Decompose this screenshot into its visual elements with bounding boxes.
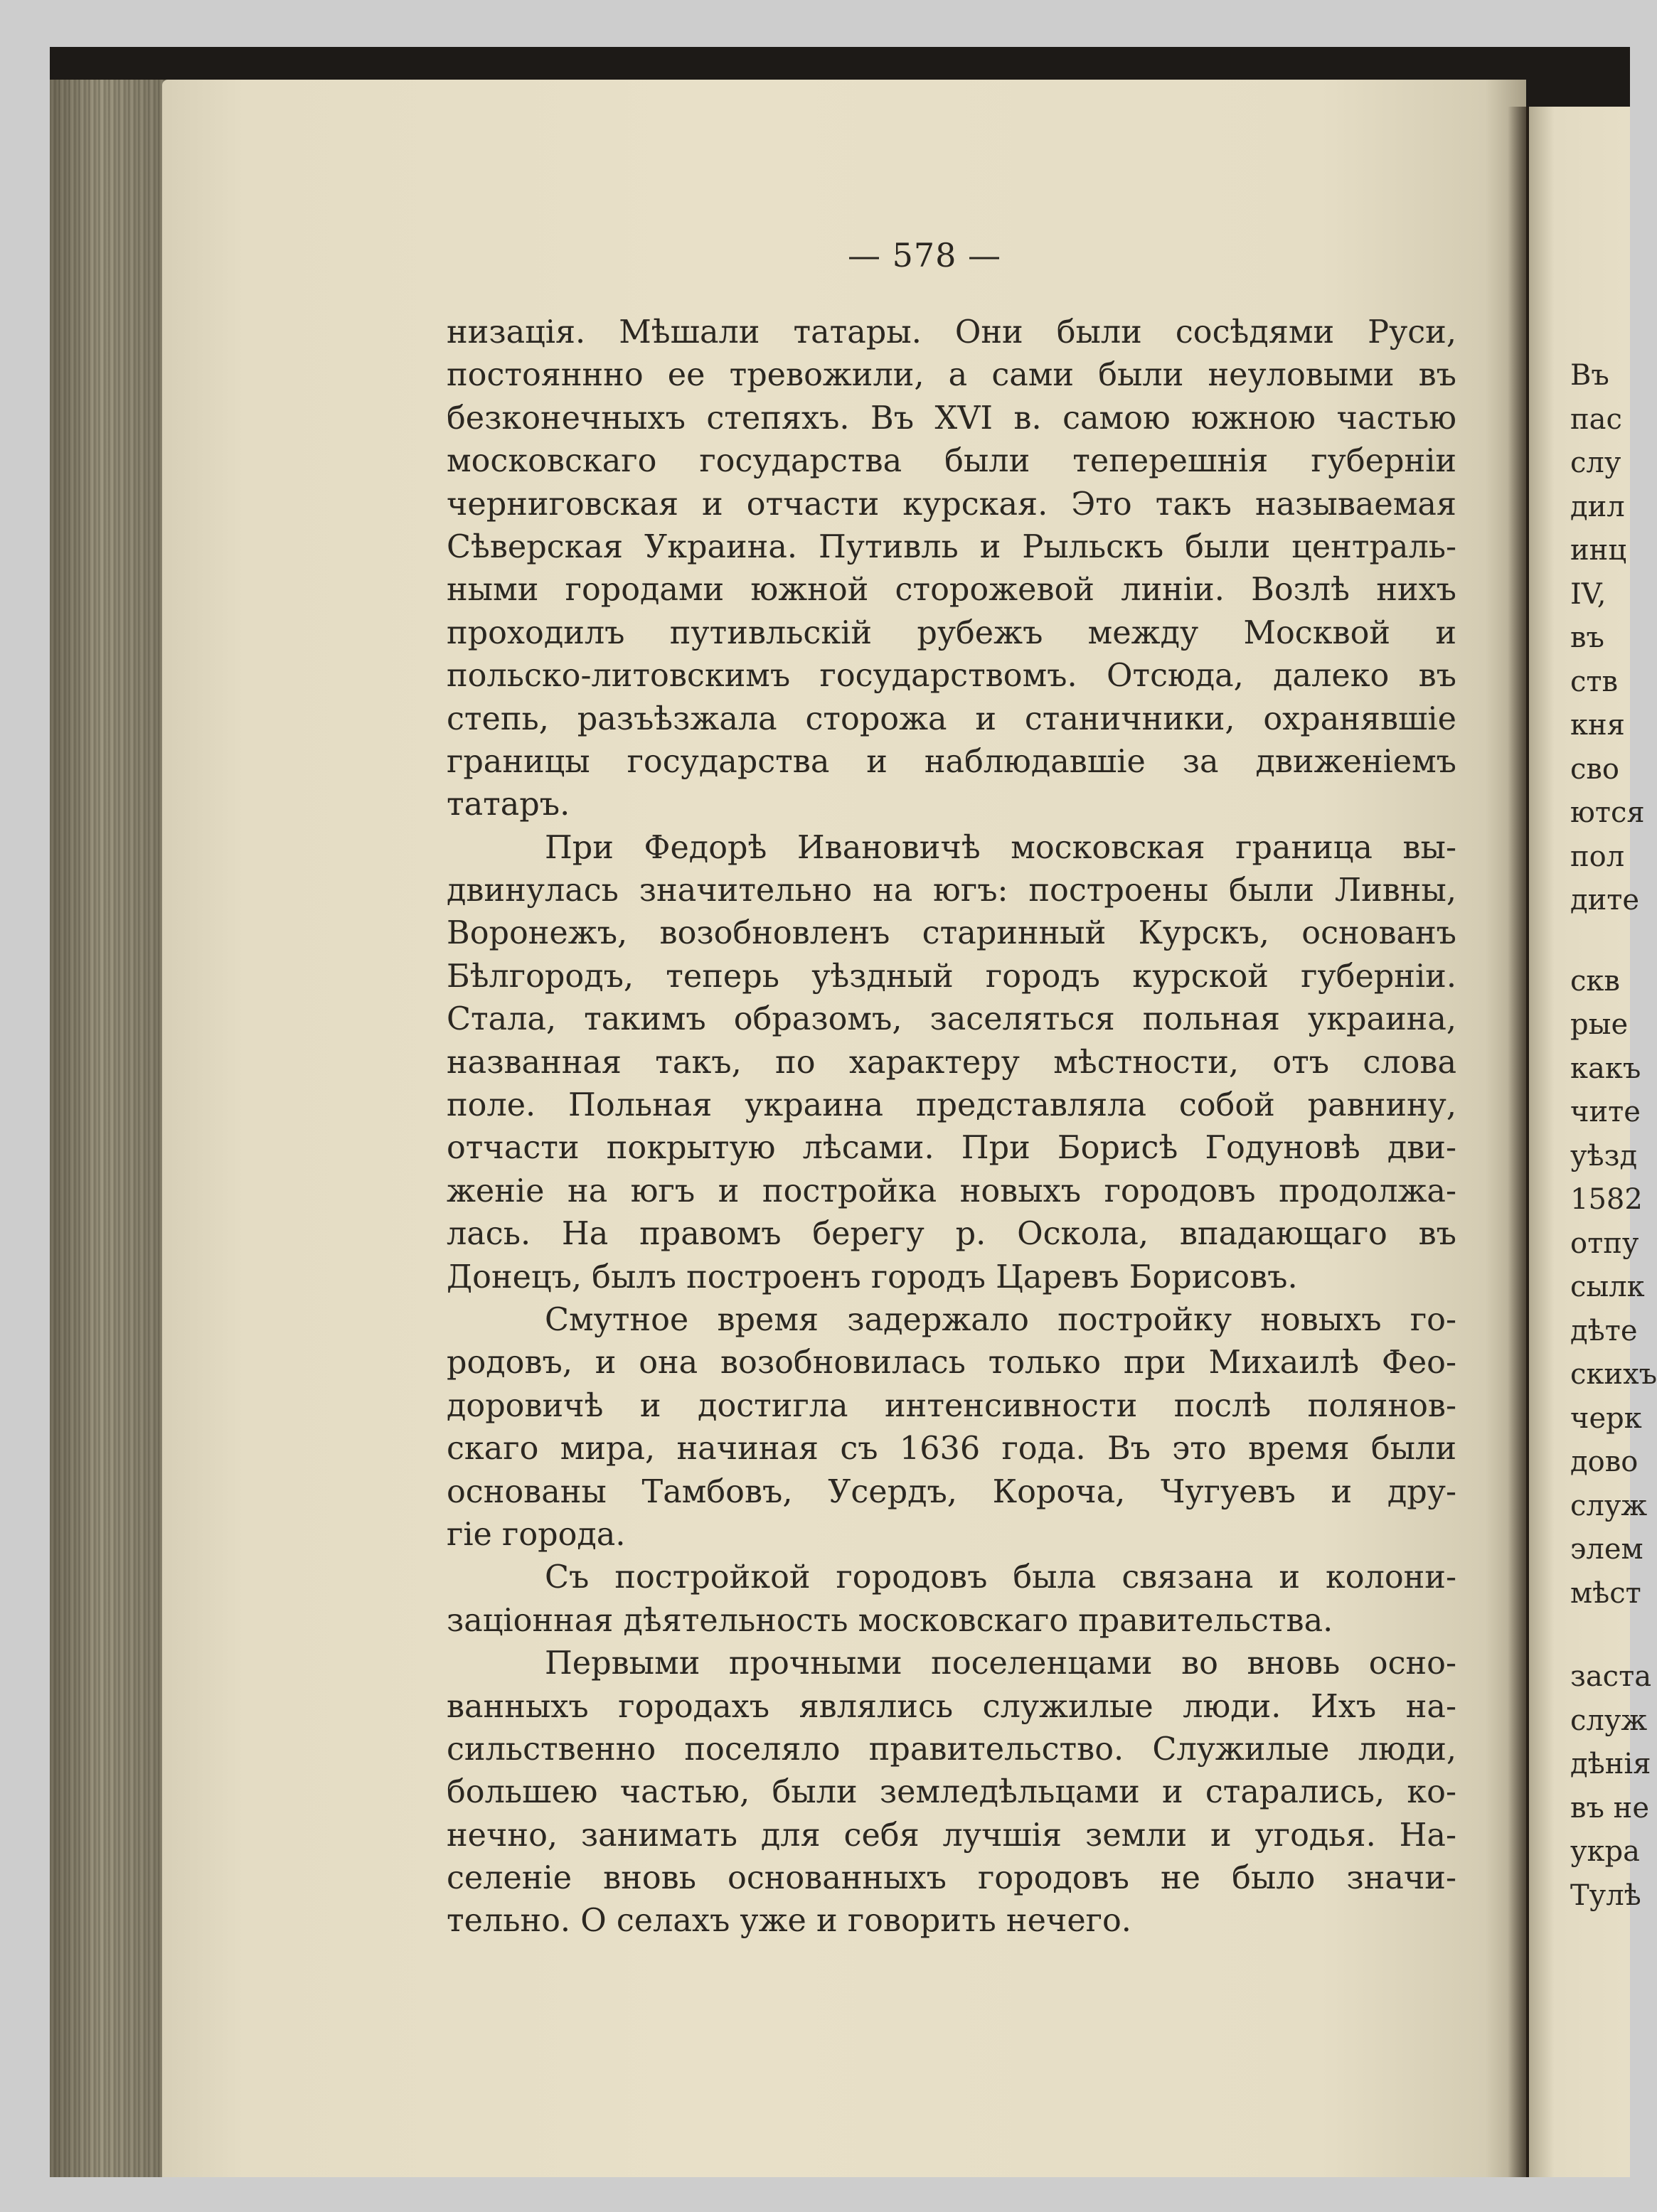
- facing-text-line: IV,: [1570, 577, 1607, 611]
- text-line: отчасти покрытую лѣсами. При Борисѣ Годуновѣ дви-: [447, 1130, 1456, 1167]
- facing-text-line: кня: [1570, 709, 1625, 742]
- text-line: проходилъ путивльскiй рубежъ между Москвой и: [447, 614, 1456, 651]
- paragraph-gap: [1570, 923, 1634, 960]
- text-line: скаго мира, начиная съ 1636 года. Въ это время были: [447, 1431, 1456, 1468]
- facing-text-line: пас: [1570, 402, 1622, 436]
- facing-text-line: пол: [1570, 840, 1625, 873]
- facing-text-line: въ: [1570, 621, 1604, 654]
- text-line: ными городами южной сторожевой линiи. Возлѣ нихъ: [447, 572, 1456, 609]
- facing-text-line: заста: [1570, 1660, 1652, 1693]
- facing-text-line: укра: [1570, 1835, 1640, 1868]
- text-line: женiе на югъ и постройка новыхъ городовъ продолжа-: [447, 1172, 1456, 1209]
- facing-text-line: сылк: [1570, 1271, 1645, 1303]
- facing-text-line: отпу: [1570, 1227, 1639, 1260]
- text-line: безконечныхъ степяхъ. Въ XVI в. самою южною частью: [447, 400, 1456, 437]
- facing-text-line: Тулѣ: [1570, 1879, 1641, 1912]
- facing-page-text: [1570, 354, 1657, 1918]
- text-line: низацiя. Мѣшали татары. Они были сосѣдями Руси,: [447, 314, 1456, 351]
- facing-text-line: чите: [1570, 1096, 1641, 1128]
- facing-text-line: рые: [1570, 1008, 1629, 1041]
- facing-text-line: служ: [1570, 1704, 1648, 1737]
- facing-text-line: какъ: [1570, 1052, 1641, 1085]
- facing-text-line: черк: [1570, 1401, 1642, 1435]
- text-line: границы государства и наблюдавшiе за движенiемъ: [447, 743, 1456, 780]
- facing-text-line: инц: [1570, 534, 1627, 567]
- facing-text-line: сво: [1570, 752, 1620, 786]
- text-line: Съ постройкой городовъ была связана и колони-: [545, 1559, 1456, 1596]
- facing-text-line: ств: [1570, 665, 1619, 698]
- page-number: — 578 —: [847, 236, 1002, 274]
- facing-text-line: дѣнiя: [1570, 1748, 1651, 1780]
- text-line: гiе города.: [447, 1516, 626, 1553]
- facing-text-line: уѣзд: [1570, 1139, 1638, 1172]
- paragraph-gap: [1570, 1615, 1634, 1655]
- text-line: двинулась значительно на югъ: построены были Ливны,: [447, 872, 1456, 909]
- text-line: Воронежъ, возобновленъ старинный Курскъ, основанъ: [447, 915, 1456, 952]
- text-line: татаръ.: [447, 786, 570, 823]
- text-line: названная такъ, по характеру мѣстности, отъ слова: [447, 1044, 1456, 1081]
- text-line: московскаго государства были теперешнiя губернiи: [447, 443, 1456, 480]
- facing-text-line: дово: [1570, 1446, 1639, 1478]
- facing-text-line: мѣст: [1570, 1576, 1641, 1610]
- text-line: Бѣлгородъ, теперь уѣздный городъ курской губернiи.: [447, 958, 1456, 995]
- text-line: родовъ, и она возобновилась только при Михаилѣ Фео-: [447, 1345, 1456, 1382]
- text-line: постояннно ее тревожили, а сами были неуловыми въ: [447, 357, 1456, 394]
- facing-text-line: дѣте: [1570, 1314, 1638, 1347]
- text-line: польско-литовскимъ государствомъ. Отсюда, далеко въ: [447, 658, 1456, 695]
- page-body-text: [447, 311, 1456, 1943]
- text-line: Первыми прочными поселенцами во вновь осно-: [545, 1645, 1456, 1682]
- text-line: зацiонная дѣятельность московскаго правительства.: [447, 1602, 1333, 1639]
- text-line: основаны Тамбовъ, Усердъ, Короча, Чугуевъ и дру-: [447, 1473, 1456, 1510]
- facing-text-line: Въ: [1570, 359, 1609, 392]
- text-line: доровичѣ и достигла интенсивности послѣ полянов-: [447, 1387, 1456, 1424]
- text-line: черниговская и отчасти курская. Это такъ называемая: [447, 486, 1456, 523]
- facing-text-line: ются: [1570, 796, 1645, 829]
- book-page-edges: [50, 80, 178, 2177]
- text-line: нечно, занимать для себя лучшiя земли и угодья. На-: [447, 1817, 1456, 1854]
- facing-text-line: дите: [1570, 884, 1640, 917]
- text-line: Сѣверская Украина. Путивль и Рыльскъ были централь-: [447, 528, 1456, 565]
- facing-text-line: слу: [1570, 447, 1621, 479]
- text-line: лась. На правомъ берегу р. Оскола, впадающаго въ: [447, 1216, 1456, 1253]
- text-line: большею частью, были земледѣльцами и старались, ко-: [447, 1774, 1456, 1811]
- text-line: ванныхъ городахъ являлись служилые люди. Ихъ на-: [447, 1688, 1456, 1725]
- text-line: селенiе вновь основанныхъ городовъ не было значи-: [447, 1860, 1456, 1897]
- text-line: поле. Польная украина представляла собой равнину,: [447, 1087, 1456, 1124]
- text-line: тельно. О селахъ уже и говорить нечего.: [447, 1903, 1131, 1940]
- text-line: сильственно поселяло правительство. Служилые люди,: [447, 1731, 1456, 1768]
- facing-text-line: въ не: [1570, 1791, 1650, 1824]
- text-line: степь, разъѣзжала сторожа и станичники, охранявшiе: [447, 700, 1456, 737]
- text-line: Смутное время задержало постройку новыхъ го-: [545, 1301, 1456, 1338]
- facing-text-line: служ: [1570, 1489, 1648, 1522]
- facing-text-line: 1582: [1570, 1183, 1643, 1216]
- text-line: При Федорѣ Ивановичѣ московская граница вы-: [545, 829, 1456, 866]
- text-line: Стала, такимъ образомъ, заселяться польная украина,: [447, 1001, 1456, 1038]
- text-line: Донецъ, былъ построенъ городъ Царевъ Борисовъ.: [447, 1259, 1298, 1295]
- facing-text-line: скв: [1570, 964, 1620, 998]
- facing-text-line: элем: [1570, 1533, 1643, 1566]
- facing-text-line: дил: [1570, 490, 1625, 523]
- facing-text-line: скихъ: [1570, 1358, 1657, 1391]
